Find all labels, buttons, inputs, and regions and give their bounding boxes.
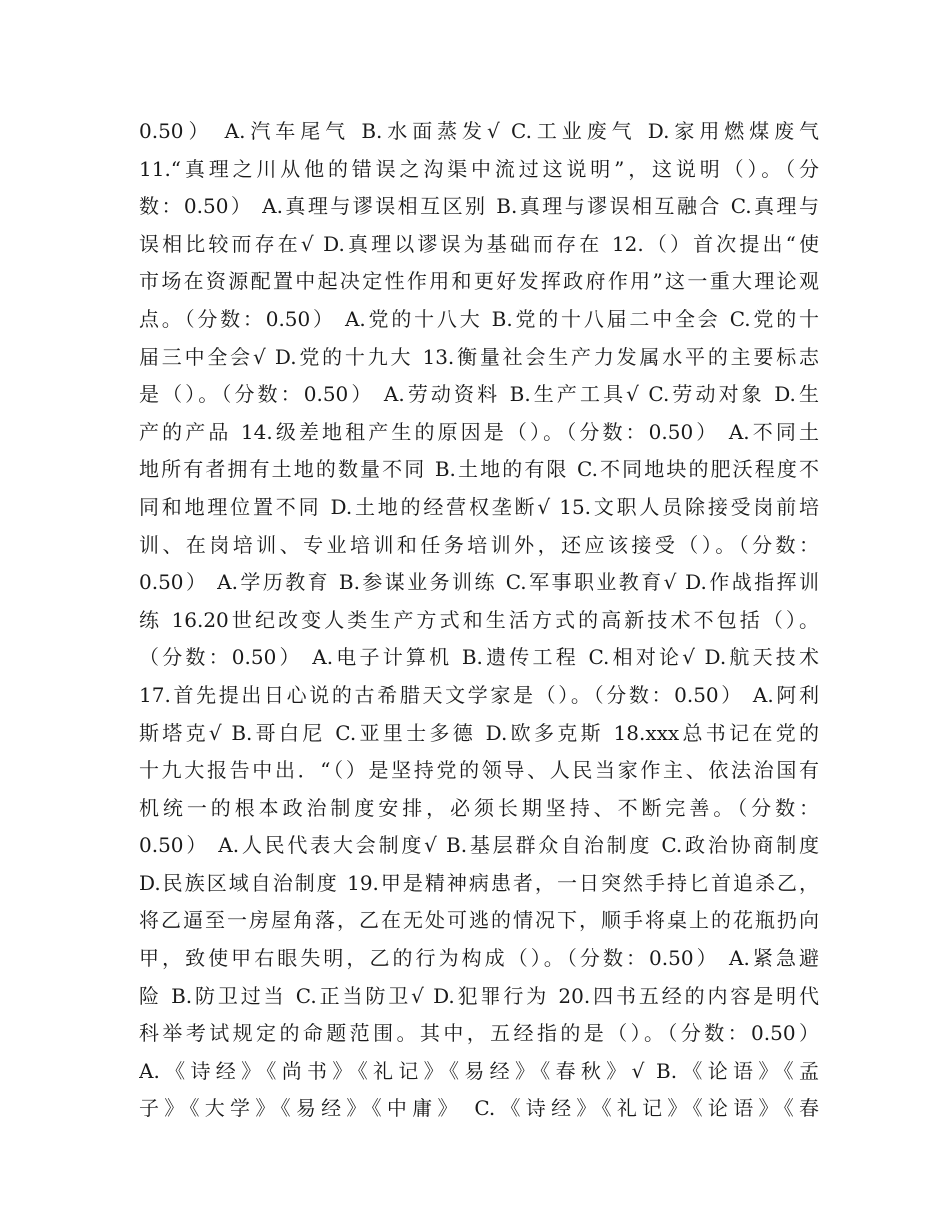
text-line: A.《诗经》《尚书》《礼记》《易经》《春秋》√ B.《论语》《孟 bbox=[139, 1058, 819, 1083]
text-line: 误相比较而存在√ D.真理以谬误为基础而存在 12.（）首次提出“使 bbox=[139, 231, 819, 256]
question-text-block bbox=[139, 113, 819, 1128]
text-line: 点。（分数：0.50） A.党的十八大 B.党的十八届二中全会 C.党的十 bbox=[139, 306, 819, 331]
text-line: 甲，致使甲右眼失明，乙的行为构成（）。（分数：0.50） A.紧急避 bbox=[139, 946, 819, 971]
text-line: 练 16.20世纪改变人类生产方式和生活方式的高新技术不包括（）。 bbox=[139, 607, 819, 632]
text-line: 0.50） A.人民代表大会制度√ B.基层群众自治制度 C.政治协商制度 bbox=[139, 833, 819, 858]
text-line: 产的产品 14.级差地租产生的原因是（）。（分数：0.50） A.不同土 bbox=[139, 419, 819, 444]
text-line: 0.50） A.汽车尾气 B.水面蒸发√ C.工业废气 D.家用燃煤废气 bbox=[139, 119, 819, 143]
text-line: 机统一的根本政治制度安排，必须长期坚持、不断完善。（分数： bbox=[139, 795, 819, 820]
text-line: 17.首先提出日心说的古希腊天文学家是（）。（分数：0.50） A.阿利 bbox=[139, 682, 819, 707]
text-line: 训、在岗培训、专业培训和任务培训外，还应该接受（）。（分数： bbox=[139, 532, 819, 557]
text-line: 同和地理位置不同 D.土地的经营权垄断√ 15.文职人员除接受岗前培 bbox=[139, 494, 819, 519]
text-line: 届三中全会√ D.党的十九大 13.衡量社会生产力发属水平的主要标志 bbox=[139, 344, 819, 369]
text-line: （分数：0.50） A.电子计算机 B.遗传工程 C.相对论√ D.航天技术 bbox=[139, 645, 819, 670]
text-line: 11.“真理之川从他的错误之沟渠中流过这说明”，这说明（）。（分 bbox=[139, 156, 819, 181]
text-line: D.民族区域自治制度 19.甲是精神病患者，一日突然手持匕首追杀乙， bbox=[139, 870, 819, 895]
text-line: 斯塔克√ B.哥白尼 C.亚里士多德 D.欧多克斯 18.xxx总书记在党的 bbox=[139, 720, 819, 745]
text-line: 数：0.50） A.真理与谬误相互区别 B.真理与谬误相互融合 C.真理与 bbox=[139, 194, 819, 219]
text-line: 是（）。（分数：0.50） A.劳动资料 B.生产工具√ C.劳动对象 D.生 bbox=[139, 382, 819, 407]
text-line: 0.50） A.学历教育 B.参谋业务训练 C.军事职业教育√ D.作战指挥训 bbox=[139, 570, 819, 595]
text-line: 地所有者拥有土地的数量不同 B.土地的有限 C.不同地块的肥沃程度不 bbox=[139, 457, 819, 482]
text-line: 险 B.防卫过当 C.正当防卫√ D.犯罪行为 20.四书五经的内容是明代 bbox=[139, 983, 819, 1008]
text-line: 将乙逼至一房屋角落，乙在无处可逃的情况下，顺手将桌上的花瓶扔向 bbox=[139, 908, 819, 933]
text-line: 十九大报告中出．“（）是坚持党的领导、人民当家作主、依法治国有 bbox=[139, 758, 819, 783]
text-line: 子》《大学》《易经》《中庸》 C.《诗经》《礼记》《论语》《春 bbox=[139, 1096, 819, 1121]
text-line: 市场在资源配置中起决定性作用和更好发挥政府作用”这一重大理论观 bbox=[139, 269, 819, 294]
text-line: 科举考试规定的命题范围。其中，五经指的是（）。（分数：0.50） bbox=[139, 1021, 819, 1046]
